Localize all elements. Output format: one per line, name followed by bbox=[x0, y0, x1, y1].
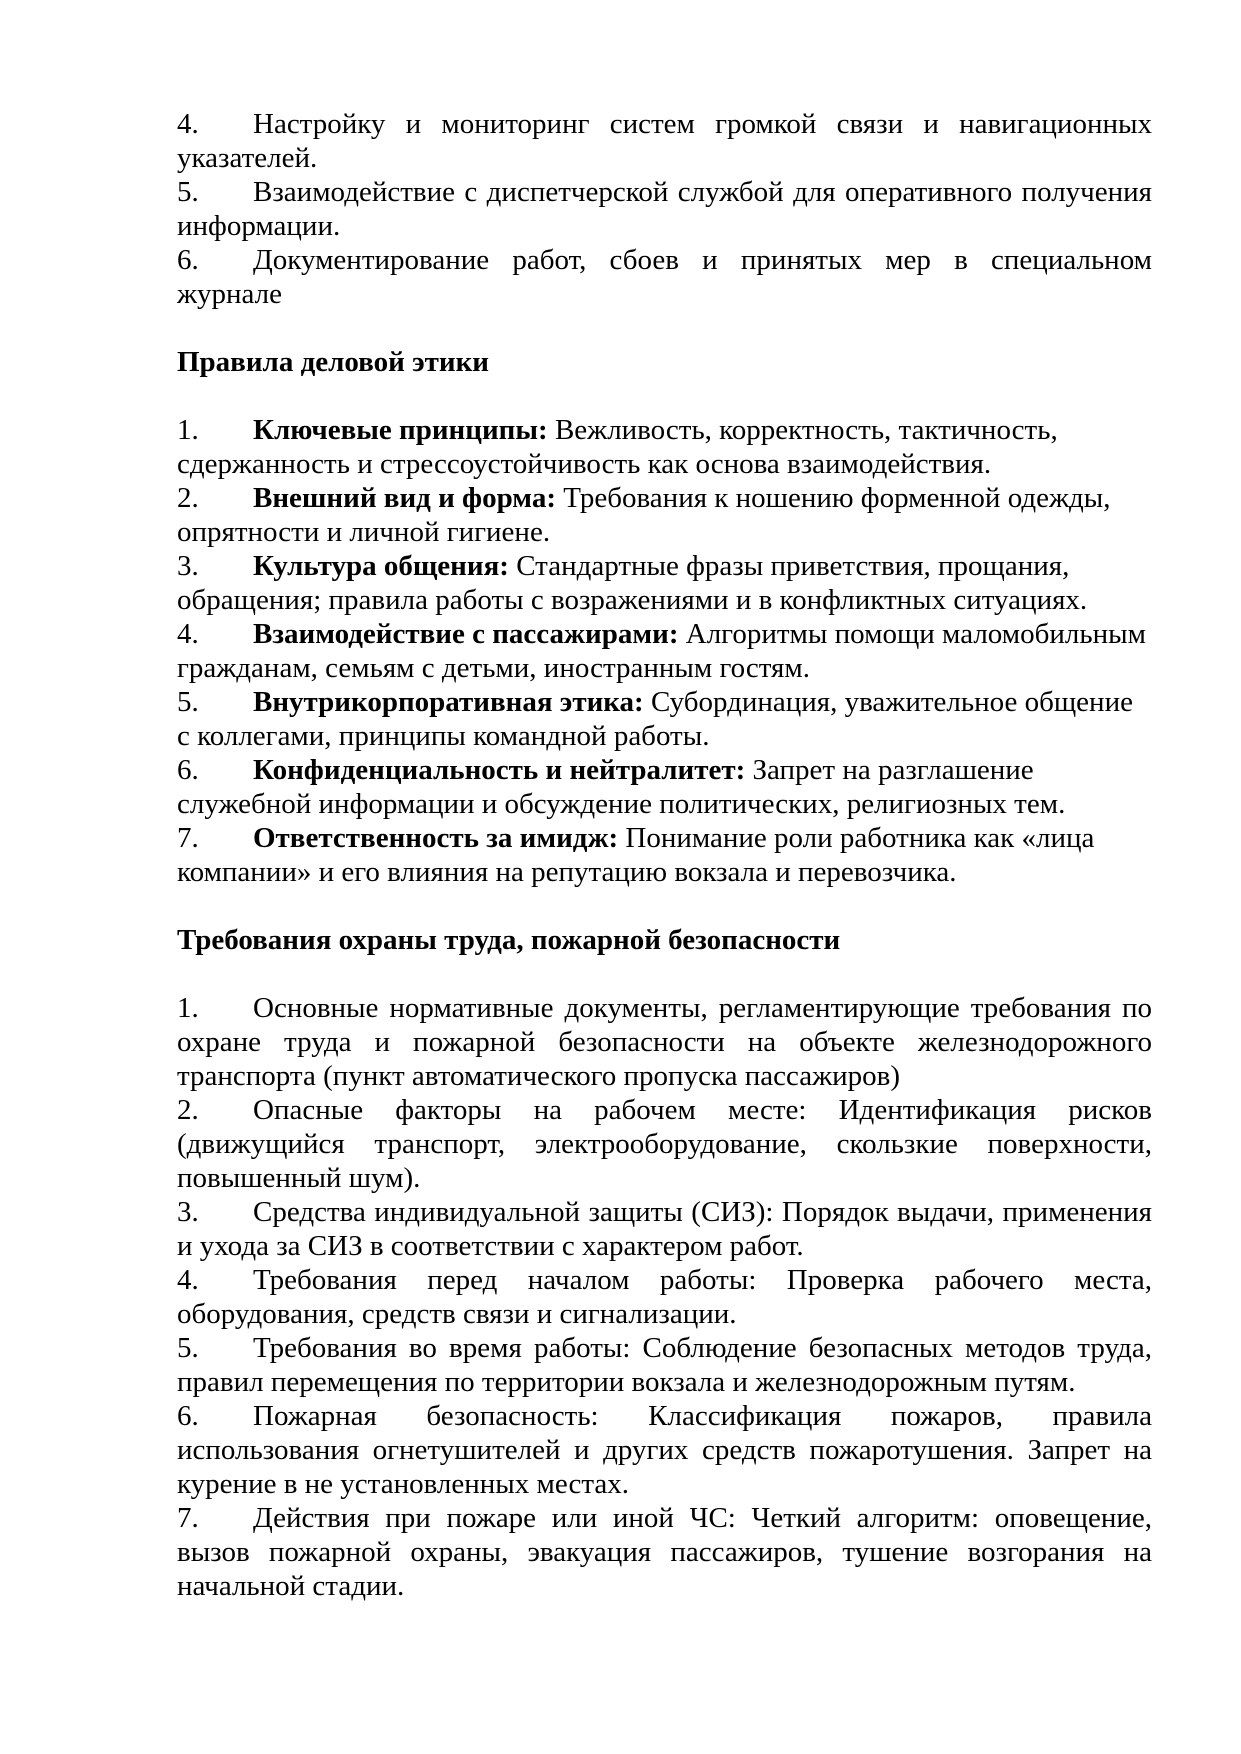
list-item-number: 1. bbox=[177, 992, 199, 1024]
list-item-number: 1. bbox=[177, 414, 199, 446]
list-item-number: 5. bbox=[177, 686, 199, 718]
list-item-number: 4. bbox=[177, 618, 199, 650]
list-item-number: 2. bbox=[177, 482, 199, 514]
list-item: 3. Культура общения: Стандартные фразы приветствия, прощания, обращения; правила работы с возражениями и в конфликтных ситуациях. bbox=[177, 550, 1088, 616]
blank-line bbox=[177, 379, 1152, 413]
list-item: 5. Требования во время работы: Соблюдение безопасных методов труда, правил перемещения по территории вокзала и железнодорожным путям. bbox=[177, 1332, 1152, 1398]
safety-numbered-list bbox=[177, 991, 1152, 1603]
list-item: 3. Средства индивидуальной защиты (СИЗ): Порядок выдачи, применения и ухода за СИЗ в соответствии с характером работ. bbox=[177, 1196, 1152, 1262]
list-item-number: 3. bbox=[177, 1196, 199, 1228]
intro-numbered-list bbox=[177, 107, 1152, 311]
list-item: 6. Документирование работ, сбоев и принятых мер в специальном журнале bbox=[177, 244, 1152, 310]
blank-line bbox=[177, 311, 1152, 345]
list-item-number: 6. bbox=[177, 1400, 199, 1432]
list-item-number: 3. bbox=[177, 550, 199, 582]
list-item: 2. Внешний вид и форма: Требования к ношению форменной одежды, опрятности и личной гигиене. bbox=[177, 482, 1111, 548]
list-item: 6. Пожарная безопасность: Классификация пожаров, правила использования огнетушителей и других средств пожаротушения. Запрет на курение в не установленных местах. bbox=[177, 1400, 1152, 1500]
list-item: 4. Требования перед началом работы: Проверка рабочего места, оборудования, средств связи и сигнализации. bbox=[177, 1264, 1152, 1330]
list-item: 7. Действия при пожаре или иной ЧС: Четкий алгоритм: оповещение, вызов пожарной охраны, эвакуация пассажиров, тушение возгорания на начальной стадии. bbox=[177, 1502, 1152, 1602]
list-item-term: Конфиденциальность и нейтралитет: bbox=[253, 754, 746, 786]
list-item: 4. Настройку и мониторинг систем громкой связи и навигационных указателей. bbox=[177, 108, 1152, 174]
list-item-number: 6. bbox=[177, 244, 199, 276]
list-item-number: 7. bbox=[177, 822, 199, 854]
list-item-number: 4. bbox=[177, 108, 199, 140]
list-item-term: Внешний вид и форма: bbox=[253, 482, 556, 514]
list-item-number: 7. bbox=[177, 1502, 199, 1534]
list-item: 4. Взаимодействие с пассажирами: Алгоритмы помощи маломобильным гражданам, семьям с детьми, иностранным гостям. bbox=[177, 618, 1146, 684]
list-item: 1. Основные нормативные документы, регламентирующие требования по охране труда и пожарной безопасности на объекте железнодорожного транспорта (пункт автоматического пропуска пассажиров) bbox=[177, 992, 1152, 1092]
list-item-term: Ключевые принципы: bbox=[253, 414, 548, 446]
blank-line bbox=[177, 957, 1152, 991]
list-item-number: 5. bbox=[177, 176, 199, 208]
list-item-number: 2. bbox=[177, 1094, 199, 1126]
safety-section-heading: Требования охраны труда, пожарной безопасности bbox=[177, 924, 841, 956]
ethics-numbered-list bbox=[177, 413, 1152, 889]
list-item-number: 6. bbox=[177, 754, 199, 786]
list-item-term: Ответственность за имидж: bbox=[253, 822, 619, 854]
list-item-number: 5. bbox=[177, 1332, 199, 1364]
list-item: 1. Ключевые принципы: Вежливость, корректность, тактичность, сдержанность и стрессоустойчивость как основа взаимодействия. bbox=[177, 414, 1058, 480]
list-item-term: Взаимодействие с пассажирами: bbox=[253, 618, 679, 650]
list-item-number: 4. bbox=[177, 1264, 199, 1296]
blank-line bbox=[177, 889, 1152, 923]
list-item-term: Внутрикорпоративная этика: bbox=[253, 686, 644, 718]
list-item: 6. Конфиденциальность и нейтралитет: Запрет на разглашение служебной информации и обсуждение политических, религиозных тем. bbox=[177, 754, 1066, 820]
list-item: 7. Ответственность за имидж: Понимание роли работника как «лица компании» и его влияния на репутацию вокзала и перевозчика. bbox=[177, 822, 1095, 888]
list-item-term: Культура общения: bbox=[253, 550, 509, 582]
list-item: 2. Опасные факторы на рабочем месте: Идентификация рисков (движущийся транспорт, электрооборудование, скользкие поверхности, повышенный шум). bbox=[177, 1094, 1152, 1194]
ethics-section-heading: Правила деловой этики bbox=[177, 346, 489, 378]
list-item: 5. Внутрикорпоративная этика: Субординация, уважительное общение с коллегами, принципы командной работы. bbox=[177, 686, 1133, 752]
list-item: 5. Взаимодействие с диспетчерской службой для оперативного получения информации. bbox=[177, 176, 1152, 242]
